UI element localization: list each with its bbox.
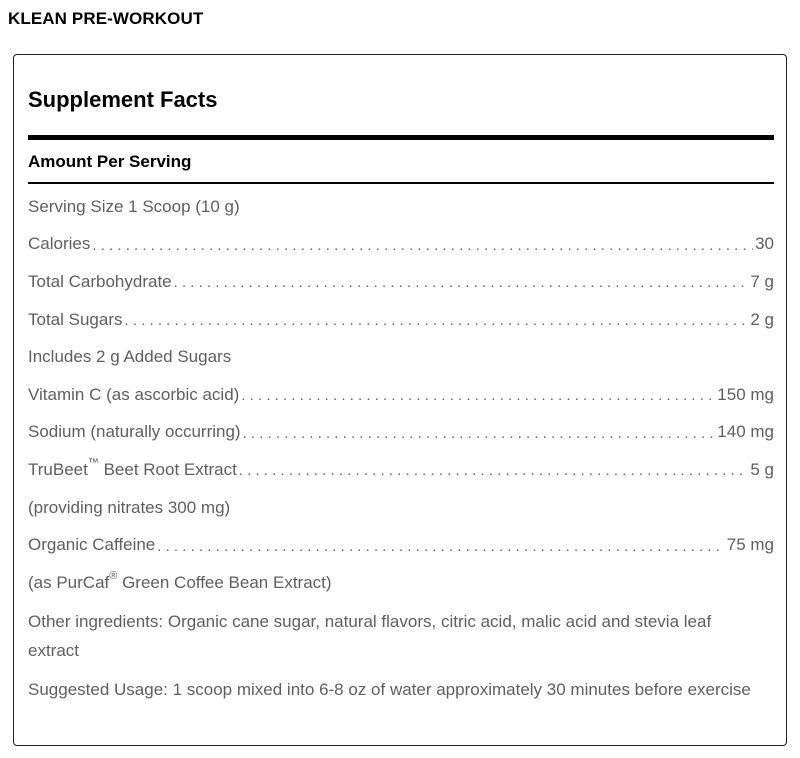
fact-name: Total Carbohydrate [28,271,172,291]
fact-name: Sodium (naturally occurring) [28,422,241,442]
supplement-facts-panel [13,54,787,746]
fact-row-sodium [28,414,774,452]
fact-row-organic-caffeine [28,526,774,564]
fact-name: Organic Caffeine [28,535,156,555]
fact-name: Includes 2 g Added Sugars [28,347,232,367]
fact-name-part: Green Coffee Bean Extract) [117,572,332,592]
serving-size: Serving Size 1 Scoop (10 g) [28,196,240,216]
fact-value: 7 g [750,271,774,291]
fact-name: (providing nitrates 300 mg) [28,497,231,517]
fact-name: Vitamin C (as ascorbic acid) [28,384,240,404]
fact-row-trubeet [28,451,774,489]
suggested-usage: Suggested Usage: 1 scoop mixed into 6-8 oz of water approximately 30 minutes before exercise [28,680,751,699]
fact-row-nitrates [28,489,774,527]
fact-value: 75 mg [726,535,774,555]
fact-row-vitamin-c [28,376,774,414]
thick-divider [28,135,774,140]
fact-row-total-carbohydrate [28,263,774,301]
dot-leader [243,425,716,442]
dot-leader [174,274,749,291]
serving-size-row [28,188,774,226]
dot-leader [239,462,749,479]
fact-value: 30 [755,234,774,254]
fact-name [28,456,237,480]
other-ingredients: Other ingredients: Organic cane sugar, natural flavors, citric acid, malic acid and stevia leaf extract [28,612,712,660]
fact-value: 140 mg [717,422,774,442]
fact-name-part: TruBeet [28,459,88,479]
trademark-mark: ™ [87,456,99,469]
dot-leader [92,237,753,254]
fact-name-part: Beet Root Extract [98,459,237,479]
facts-rows [28,188,774,602]
fact-name [28,569,332,593]
fact-value: 150 mg [717,384,774,404]
dot-leader [157,538,724,555]
facts-heading: Supplement Facts [28,87,218,112]
fact-row-purcaf [28,564,774,602]
fact-row-added-sugars [28,338,774,376]
amount-per-serving-label: Amount Per Serving [28,152,192,171]
product-title: KLEAN PRE-WORKOUT [8,9,204,28]
fact-value: 2 g [750,309,774,329]
fact-row-total-sugars [28,301,774,339]
dot-leader [125,312,749,329]
dot-leader [241,387,715,404]
registered-mark: ® [109,569,118,582]
fact-name-part: (as PurCaf [28,572,110,592]
fact-name: Calories [28,234,91,254]
fact-value: 5 g [750,459,774,479]
fact-row-calories [28,226,774,264]
thin-divider [28,182,774,184]
fact-name: Total Sugars [28,309,123,329]
